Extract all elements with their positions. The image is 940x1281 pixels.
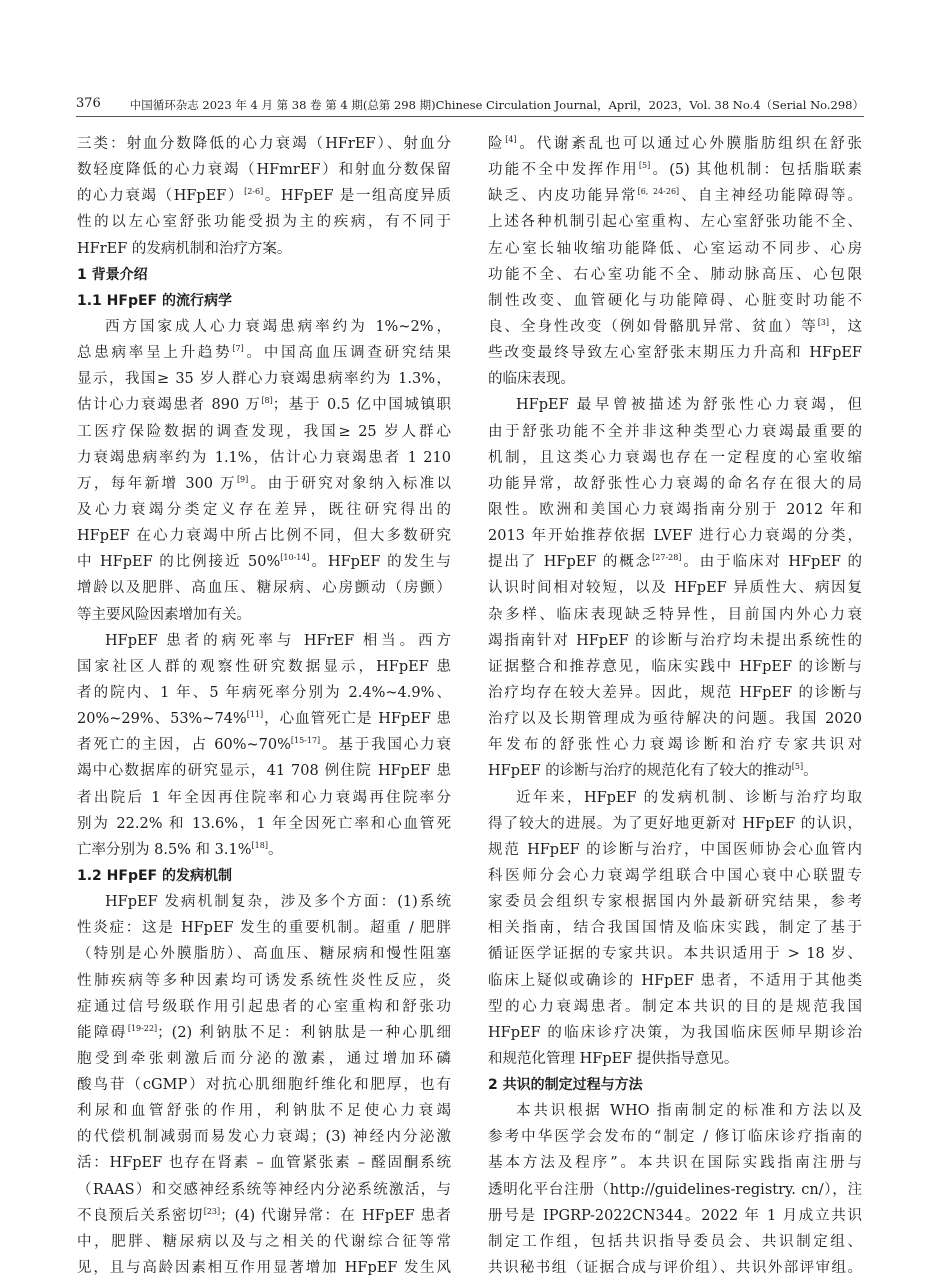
text-line: 功能异常，故舒张性心力衰竭的命名存在很大的局 — [488, 475, 862, 492]
text-line: HFpEF 的诊断与治疗的规范化有了较大的推动[5]。 — [488, 762, 818, 780]
text-line: HFpEF 最早曾被描述为舒张性心力衰竭，但 — [516, 397, 862, 414]
text-line: 三类：射血分数降低的心力衰竭（HFrEF）、射血分 — [77, 136, 451, 152]
section-heading: 2 共识的制定过程与方法 — [488, 1077, 643, 1094]
text-line: 国家社区人群的观察性研究数据显示，HFpEF 患 — [77, 658, 451, 675]
running-header — [76, 96, 864, 117]
text-line: 估计心力衰竭患者 890 万[8]；基于 0.5 亿中国城镇职 — [77, 396, 451, 414]
text-line: 利尿和血管舒张的作用，利钠肽不足使心力衰竭 — [77, 1103, 451, 1120]
text-line: （RAAS）和交感神经系统等神经内分泌系统激活，与 — [77, 1181, 451, 1198]
text-line: 和规范化管理 HFpEF 提供指导意见。 — [488, 1050, 739, 1067]
section-heading: 1 背景介绍 — [77, 266, 148, 283]
text-line: 功能不全、右心室功能不全、肺动脉高压、心包限 — [488, 266, 862, 283]
text-line: 得了较大的进展。为了更好地更新对 HFpEF 的认识， — [488, 815, 862, 832]
text-line: 者出院后 1 年全因再住院率和心力衰竭再住院率分 — [77, 789, 451, 806]
text-line: 性肺疾病等多种因素均可诱发系统性炎性反应，炎 — [77, 972, 451, 989]
citation-ref: [7] — [232, 344, 244, 354]
text-line: 西方国家成人心力衰竭患病率约为 1%~2%， — [105, 318, 451, 335]
citation-ref: [5] — [638, 161, 651, 171]
text-line: 证据整合和推荐意见，临床实践中 HFpEF 的诊断与 — [488, 658, 862, 675]
text-line: 临床上疑似或确诊的 HFpEF 患者，不适用于其他类 — [488, 972, 862, 989]
text-line: 中，肥胖、糖尿病以及与之相关的代谢综合征等常 — [77, 1233, 451, 1250]
text-line: 型的心力衰竭患者。制定本共识的目的是规范我国 — [488, 998, 862, 1015]
text-line: 者死亡的主因，占 60%~70%[15-17]。基于我国心力衰 — [77, 736, 451, 754]
right-text-column — [488, 131, 862, 1281]
citation-ref: [19-22] — [127, 1023, 158, 1033]
text-line: 参考中华医学会发布的“制定 / 修订临床诊疗指南的 — [488, 1129, 862, 1146]
text-line: 缺乏、内皮功能异常[6, 24-26]、自主神经功能障碍等。 — [488, 187, 862, 205]
text-line: 工医疗保险数据的调查发现，我国≥ 25 岁人群心 — [77, 423, 451, 440]
text-line: 杂多样、临床表现缺乏特异性，目前国内外心力衰 — [488, 606, 862, 623]
citation-ref: [8] — [261, 396, 273, 406]
section-heading: 1.1 HFpEF 的流行病学 — [77, 292, 232, 309]
text-line: HFpEF 在心力衰竭中所占比例不同，但大多数研究 — [77, 528, 451, 545]
journal-citation: 中国循环杂志 2023 年 4 月 第 38 卷 第 4 期(总第 298 期)Chinese Circulation Journal，April，2023，Vol. 38 No.4（Serial No.298） — [129, 98, 864, 112]
text-line: 显示，我国≥ 35 岁人群心力衰竭患病率约为 1.3%， — [77, 371, 451, 388]
text-line: 左心室长轴收缩功能降低、心室运动不同步、心房 — [488, 240, 862, 257]
text-line: 别为 22.2% 和 13.6%，1 年全因死亡率和心血管死 — [77, 815, 451, 832]
text-line: 家委员会组织专家根据国内外最新研究结果，参考 — [488, 894, 862, 911]
citation-ref: [11] — [246, 710, 264, 720]
text-line: 认识时间相对较短，以及 HFpEF 异质性大、病因复 — [488, 580, 862, 597]
text-line: 的心力衰竭（HFpEF）[2-6]。HFpEF 是一组高度异质 — [77, 187, 451, 205]
text-line: 的临床表现。 — [488, 371, 575, 388]
citation-ref: [6, 24-26] — [637, 187, 680, 197]
text-line: 治疗以及长期管理成为亟待解决的问题。我国 2020 — [488, 711, 862, 728]
text-line: 循证医学证据的专家共识。本共识适用于 > 18 岁、 — [488, 946, 862, 963]
text-line: 险[4]。代谢紊乱也可以通过心外膜脂肪组织在舒张 — [488, 135, 862, 152]
text-line: 竭指南针对 HFpEF 的诊断与治疗均未提出系统性的 — [488, 632, 862, 649]
text-line: 制性改变、血管硬化与功能障碍、心脏变时功能不 — [488, 292, 862, 309]
text-line: 不良预后关系密切[23]；(4) 代谢异常：在 HFpEF 患者 — [77, 1206, 451, 1224]
text-line: 20%~29%、53%~74%[11]，心血管死亡是 HFpEF 患 — [77, 710, 451, 728]
text-line: 由于舒张功能不全并非这种类型心力衰竭最重要的 — [488, 423, 862, 440]
text-line: HFpEF 患者的病死率与 HFrEF 相当。西方 — [105, 632, 451, 649]
text-line: 年发布的舒张性心力衰竭诊断和治疗专家共识对 — [488, 737, 862, 754]
text-line: 及心力衰竭分类定义存在差异，既往研究得出的 — [77, 501, 451, 518]
text-line: 竭中心数据库的研究显示，41 708 例住院 HFpEF 患 — [77, 763, 451, 780]
text-line: 上述各种机制引起心室重构、左心室舒张功能不全、 — [488, 214, 862, 231]
text-line: HFpEF 的临床诊疗决策，为我国临床医师早期诊治 — [488, 1024, 862, 1041]
text-line: 本共识根据 WHO 指南制定的标准和方法以及 — [516, 1103, 862, 1120]
text-line: 性炎症：这是 HFpEF 发生的重要机制。超重 / 肥胖 — [77, 920, 451, 937]
text-line: HFpEF 发病机制复杂，涉及多个方面：(1)系统 — [105, 894, 451, 911]
page-number: 376 — [76, 96, 101, 111]
text-line: 力衰竭患病率约为 1.1%，估计心力衰竭患者 1 210 — [77, 449, 451, 466]
text-line: 近年来，HFpEF 的发病机制、诊断与治疗均取 — [516, 789, 862, 806]
citation-ref: [18] — [251, 840, 268, 850]
text-line: 亡率分别为 8.5% 和 3.1%[18]。 — [77, 840, 283, 858]
text-line: 酸鸟苷（cGMP）对抗心肌细胞纤维化和肥厚，也有 — [77, 1077, 451, 1094]
text-line: 症通过信号级联作用引起患者的心室重构和舒张功 — [77, 998, 451, 1015]
text-line: 能障碍[19-22]；(2) 利钠肽不足：利钠肽是一种心肌细 — [77, 1023, 451, 1041]
citation-ref: [9] — [236, 474, 249, 484]
text-line: 机制，且这类心力衰竭也存在一定程度的心室收缩 — [488, 449, 862, 466]
text-line: 活：HFpEF 也存在肾素 – 血管紧张素 – 醛固酮系统 — [77, 1155, 451, 1172]
left-text-column — [77, 131, 451, 1281]
citation-ref: [3] — [817, 317, 830, 327]
text-line: 见，且与高龄因素相互作用显著增加 HFpEF 发生风 — [77, 1260, 451, 1277]
text-line: 2013 年开始推荐依据 LVEF 进行心力衰竭的分类， — [488, 528, 862, 545]
citation-ref: [2-6] — [244, 187, 264, 197]
text-line: 增龄以及肥胖、高血压、糖尿病、心房颤动（房颤） — [77, 580, 451, 597]
text-line: 相关指南，结合我国国情及临床实践，制定了基于 — [488, 920, 862, 937]
section-heading: 1.2 HFpEF 的发病机制 — [77, 867, 232, 884]
citation-ref: [15-17] — [290, 736, 321, 746]
text-line: 科医师分会心力衰竭学组联合中国心衰中心联盟专 — [488, 867, 862, 884]
text-line: 制定工作组，包括共识指导委员会、共识制定组、 — [488, 1233, 862, 1250]
text-line: 治疗均存在较大差异。因此，规范 HFpEF 的诊断与 — [488, 684, 862, 701]
text-line: 限性。欧洲和美国心力衰竭指南分别于 2012 年和 — [488, 501, 862, 518]
text-line: 总患病率呈上升趋势[7]。中国高血压调查研究结果 — [77, 344, 451, 362]
text-line: 透明化平台注册（http://guidelines-registry. cn/），注 — [488, 1181, 862, 1198]
text-line: 册号是 IPGRP-2022CN344。2022 年 1 月成立共识 — [488, 1207, 862, 1224]
citation-ref: [5] — [791, 762, 804, 772]
text-line: 规范 HFpEF 的诊断与治疗，中国医师协会心血管内 — [488, 841, 862, 858]
citation-ref: [4] — [505, 135, 517, 144]
text-line: 性的以左心室舒张功能受损为主的疾病，有不同于 — [77, 214, 451, 231]
text-line: 万，每年新增 300 万[9]。由于研究对象纳入标准以 — [77, 474, 451, 492]
text-line: 些改变最终导致左心室舒张末期压力升高和 HFpEF — [488, 345, 862, 362]
text-line: HFrEF 的发病机制和治疗方案。 — [77, 240, 292, 257]
text-line: 胞受到牵张刺激后而分泌的激素，通过增加环磷 — [77, 1050, 451, 1067]
text-line: 数轻度降低的心力衰竭（HFmrEF）和射血分数保留 — [77, 162, 451, 179]
text-line: 中 HFpEF 的比例接近 50%[10-14]。HFpEF 的发生与 — [77, 553, 451, 571]
text-line: （特别是心外膜脂肪）、高血压、糖尿病和慢性阻塞 — [77, 946, 451, 963]
citation-ref: [27-28] — [652, 553, 682, 563]
text-line: 良、全身性改变（例如骨骼肌异常、贫血）等[3]，这 — [488, 317, 862, 335]
text-line: 者的院内、1 年、5 年病死率分别为 2.4%~4.9%、 — [77, 684, 451, 701]
text-line: 提出了 HFpEF 的概念[27-28]。由于临床对 HFpEF 的 — [488, 553, 862, 571]
citation-ref: [10-14] — [280, 553, 310, 563]
text-line: 的代偿机制减弱而易发心力衰竭；(3) 神经内分泌激 — [77, 1129, 451, 1146]
text-line: 基本方法及程序”。本共识在国际实践指南注册与 — [488, 1155, 862, 1172]
text-line: 等主要风险因素增加有关。 — [77, 606, 251, 623]
citation-ref: [23] — [203, 1206, 221, 1216]
text-line: 功能不全中发挥作用[5]。(5) 其他机制：包括脂联素 — [488, 161, 862, 179]
text-line: 共识秘书组（证据合成与评价组）、共识外部评审组。 — [488, 1260, 862, 1277]
